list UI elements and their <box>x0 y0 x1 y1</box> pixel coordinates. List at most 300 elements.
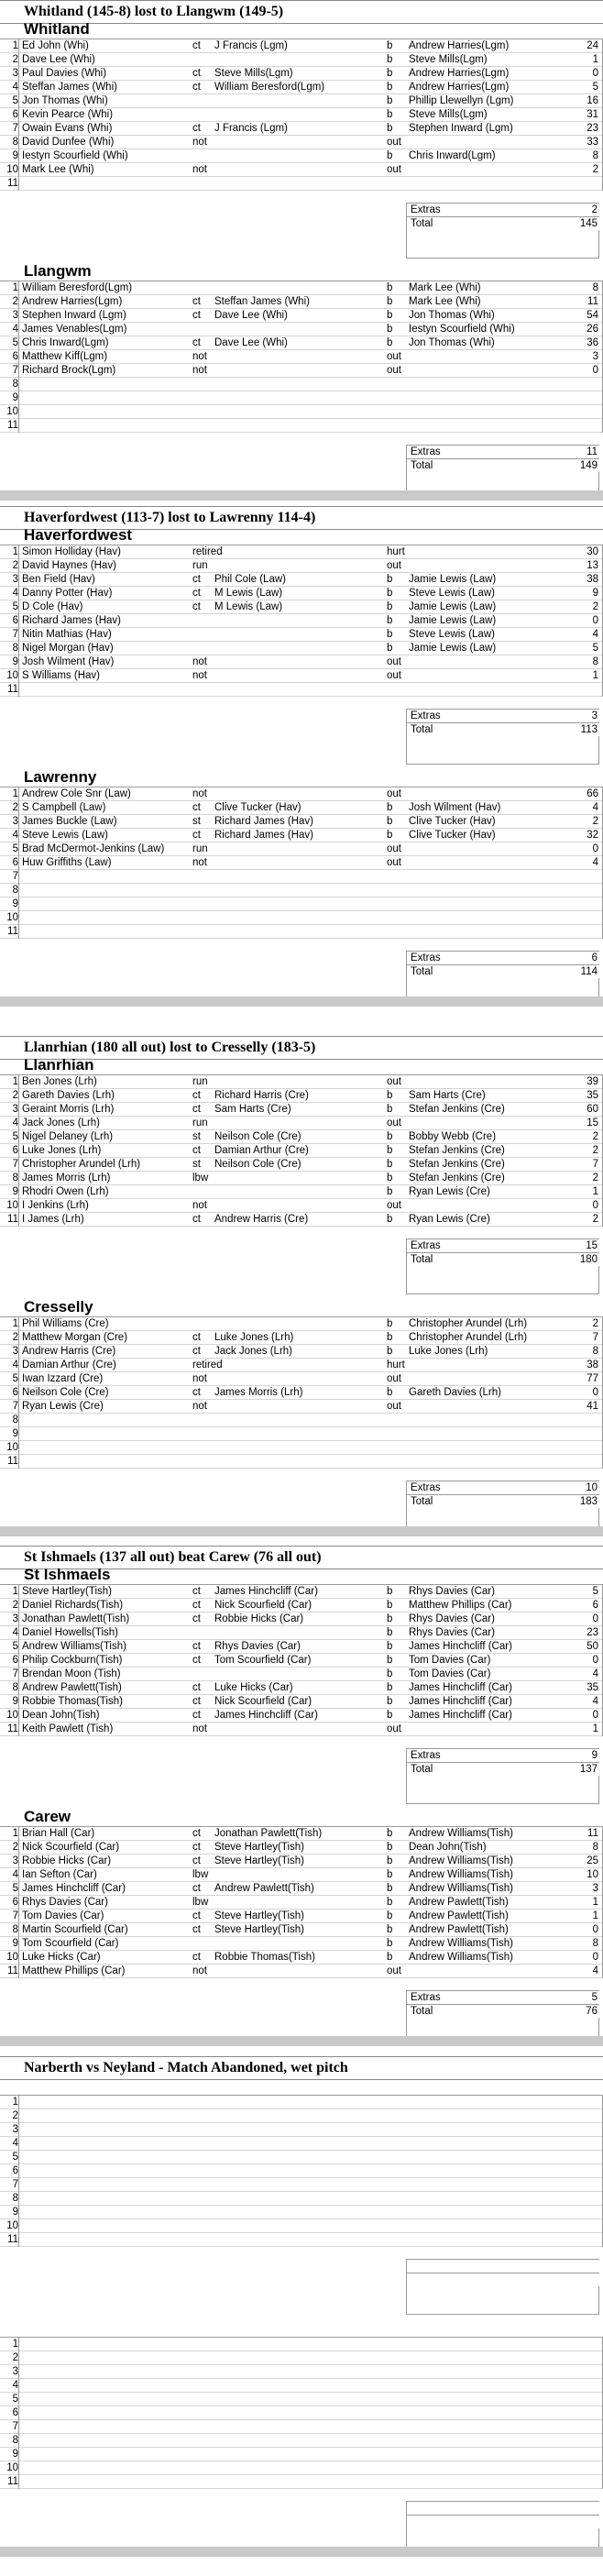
fielder-name: Richard Harris (Cre) <box>214 1090 309 1101</box>
dismissal-type: ct <box>192 337 201 348</box>
runs-scored: 0 <box>592 365 598 376</box>
fielder-name: Steve Hartley(Tish) <box>214 1910 304 1921</box>
batsman-name: Andrew Williams(Tish) <box>22 1641 126 1652</box>
table-row <box>0 2338 603 2351</box>
column-divider <box>18 1827 19 1978</box>
batting-position: 9 <box>12 1938 18 1949</box>
table-row <box>0 2351 603 2365</box>
runs-scored: 5 <box>592 82 598 93</box>
fielder-name: James Morris (Lrh) <box>214 1387 303 1398</box>
batting-position: 10 <box>6 164 18 175</box>
runs-scored: 60 <box>587 1104 598 1115</box>
runs-scored: 5 <box>592 1586 598 1597</box>
batting-position: 10 <box>6 1200 18 1211</box>
batting-position: 9 <box>12 656 18 667</box>
bowled-marker: b <box>387 1924 393 1935</box>
bowled-marker: b <box>387 615 393 626</box>
bowled-marker: b <box>387 1710 393 1721</box>
table-row <box>0 2219 603 2233</box>
table-row <box>0 1331 603 1345</box>
total-label: Total <box>411 1764 433 1775</box>
bowler-name: Ryan Lewis (Cre) <box>409 1214 490 1225</box>
extras-value: 3 <box>591 710 598 721</box>
extras-row <box>407 1990 599 2004</box>
batsman-name: Ben Field (Hav) <box>22 574 95 585</box>
table-row <box>0 1709 603 1723</box>
batsman-name: Nitin Mathias (Hav) <box>22 629 112 640</box>
batsman-name: Andrew Harris (Cre) <box>22 1346 116 1357</box>
fielder-name: Dave Lee (Whi) <box>214 337 288 348</box>
table-row <box>0 829 603 842</box>
dismissal-type: run <box>192 560 208 571</box>
table-row <box>0 122 603 136</box>
bowled-marker: b <box>387 95 393 106</box>
dismissal-type: st <box>192 1131 201 1142</box>
runs-scored: 8 <box>592 1842 598 1853</box>
batting-position: 3 <box>12 310 18 321</box>
batting-position: 2 <box>12 2110 18 2121</box>
bowler-name: Iestyn Scourfield (Whi) <box>409 324 515 335</box>
team-name: Haverfordwest <box>24 526 133 544</box>
batting-position: 8 <box>12 1924 18 1935</box>
batting-position: 3 <box>12 1104 18 1115</box>
batting-position: 8 <box>12 379 18 390</box>
dismissal-type: ct <box>192 1387 201 1398</box>
batting-position: 5 <box>12 843 18 854</box>
runs-scored: 1 <box>592 1910 598 1921</box>
batting-position: 10 <box>6 1952 18 1963</box>
dismissal-type: ct <box>192 1346 201 1357</box>
batsman-name: David Haynes (Hav) <box>22 560 116 571</box>
table-row <box>0 1827 603 1841</box>
table-row <box>0 378 603 391</box>
runs-scored: 8 <box>592 656 598 667</box>
dismissal-type: not <box>192 670 207 681</box>
table-row <box>0 1213 603 1227</box>
bowled-marker: b <box>387 1172 393 1183</box>
column-divider <box>18 1075 19 1227</box>
batsman-name: Owain Evans (Whi) <box>22 123 113 134</box>
fielder-name: William Beresford(Lgm) <box>214 82 325 93</box>
extras-row <box>407 709 599 722</box>
batting-position: 7 <box>12 123 18 134</box>
extras-label: Extras <box>411 446 441 457</box>
table-row <box>0 1841 603 1855</box>
runs-scored: 8 <box>592 1938 598 1949</box>
fielder-name: James Hinchcliff (Car) <box>214 1586 318 1597</box>
dismissal-type: ct <box>192 1586 201 1597</box>
dismissal-type: not <box>192 1965 207 1976</box>
batsman-name: Matthew Kiff(Lgm) <box>22 351 108 362</box>
runs-scored: 77 <box>587 1373 598 1384</box>
batting-position: 7 <box>12 1668 18 1679</box>
fielder-name: Steffan James (Whi) <box>214 296 310 307</box>
table-row <box>0 573 603 587</box>
runs-scored: 7 <box>592 1159 598 1170</box>
runs-scored: 2 <box>592 164 598 175</box>
dismissal-type: not <box>192 1723 207 1734</box>
bowler-name: Stephen Inward (Lgm) <box>409 123 513 134</box>
table-row <box>0 2420 603 2434</box>
batsman-name: Daniel Howells(Tish) <box>22 1627 119 1638</box>
bowled-marker: b <box>387 1332 393 1343</box>
bowler-name: Andrew Williams(Tish) <box>409 1952 513 1963</box>
bowler-name: Christopher Arundel (Lrh) <box>409 1318 528 1329</box>
runs-scored: 2 <box>592 1318 598 1329</box>
column-divider <box>18 2096 19 2247</box>
fielder-name: Neilson Cole (Cre) <box>214 1131 302 1142</box>
table-row <box>0 177 603 191</box>
batsman-name: Luke Hicks (Car) <box>22 1952 101 1963</box>
table-row <box>0 801 603 815</box>
extras-row <box>407 2259 599 2273</box>
total-value: 114 <box>580 966 598 977</box>
batting-position: 2 <box>12 2352 18 2363</box>
dismissal-type: retired <box>192 546 223 557</box>
batsman-name: Andrew Harries(Lgm) <box>22 296 123 307</box>
fielder-name: Robbie Thomas(Tish) <box>214 1952 315 1963</box>
bowled-marker: hurt <box>387 546 405 557</box>
dismissal-type: ct <box>192 1883 201 1894</box>
batting-position: 9 <box>12 392 18 403</box>
runs-scored: 4 <box>592 1668 598 1679</box>
batting-position: 6 <box>12 351 18 362</box>
batsman-name: D Cole (Hav) <box>22 601 83 612</box>
runs-scored: 8 <box>592 282 598 293</box>
total-row <box>407 2273 599 2286</box>
bowler-name: Clive Tucker (Hav) <box>409 816 496 827</box>
batting-position: 8 <box>12 2193 18 2204</box>
bowled-marker: b <box>387 1883 393 1894</box>
bowler-name: Chris Inward(Lgm) <box>409 150 496 161</box>
runs-scored: 13 <box>587 560 598 571</box>
batting-table <box>0 281 603 433</box>
total-label: Total <box>411 724 433 735</box>
runs-scored: 38 <box>587 574 598 585</box>
bowled-marker: out <box>387 1373 401 1384</box>
bowler-name: Steve Lewis (Law) <box>409 588 495 599</box>
batting-position: 4 <box>12 2138 18 2149</box>
table-row <box>0 1626 603 1640</box>
batsman-name: Mark Lee (Whi) <box>22 164 94 175</box>
bowled-marker: out <box>387 560 401 571</box>
batting-position: 10 <box>6 2462 18 2473</box>
total-value: 113 <box>580 724 598 735</box>
batting-position: 6 <box>12 2407 18 2418</box>
bowler-name: Stefan Jenkins (Cre) <box>409 1145 505 1156</box>
dismissal-type: ct <box>192 1952 201 1963</box>
batting-position: 10 <box>6 912 18 923</box>
runs-scored: 39 <box>587 1076 598 1087</box>
batting-position: 6 <box>12 1897 18 1908</box>
dismissal-type: ct <box>192 588 201 599</box>
bowled-marker: b <box>387 1159 393 1170</box>
runs-scored: 23 <box>587 123 598 134</box>
runs-scored: 0 <box>592 1924 598 1935</box>
extras-value: 6 <box>591 952 598 963</box>
table-row <box>0 1455 603 1469</box>
table-row <box>0 1640 603 1654</box>
dismissal-type: ct <box>192 82 201 93</box>
runs-scored: 2 <box>592 1145 598 1156</box>
batting-position: 6 <box>12 1655 18 1666</box>
bowled-marker: b <box>387 1910 393 1921</box>
batting-position: 2 <box>12 802 18 813</box>
batting-position: 6 <box>12 2165 18 2176</box>
table-row <box>0 815 603 829</box>
table-row <box>0 136 603 149</box>
bowled-marker: b <box>387 1655 393 1666</box>
bowler-name: Steve Lewis (Law) <box>409 629 495 640</box>
bowled-marker: out <box>387 1965 401 1976</box>
bowler-name: Stefan Jenkins (Cre) <box>409 1172 505 1183</box>
batting-position: 4 <box>12 588 18 599</box>
table-row <box>0 2151 603 2164</box>
dismissal-type: not <box>192 656 207 667</box>
bowler-name: Matthew Phillips (Car) <box>409 1600 512 1611</box>
total-value: 149 <box>579 460 598 471</box>
table-row <box>0 911 603 925</box>
table-row <box>0 545 603 559</box>
fielder-name: Andrew Harris (Cre) <box>214 1214 309 1225</box>
extras-row <box>407 1481 599 1494</box>
batting-table <box>0 787 603 939</box>
match-separator-band <box>0 996 603 1007</box>
batting-position: 4 <box>12 830 18 841</box>
total-value: 145 <box>579 218 598 229</box>
bowled-marker: b <box>387 54 393 65</box>
table-row <box>0 669 603 683</box>
bowled-marker: b <box>387 588 393 599</box>
runs-scored: 11 <box>587 1828 598 1839</box>
match-result-text: St Ishmaels (137 all out) beat Carew (76 all out) <box>24 1549 322 1565</box>
bowled-marker: b <box>387 1131 393 1142</box>
batting-position: 10 <box>6 406 18 417</box>
runs-scored: 2 <box>592 1214 598 1225</box>
batting-position: 9 <box>12 1696 18 1707</box>
total-label: Total <box>411 218 433 229</box>
batting-position: 11 <box>7 178 18 189</box>
batsman-name: Ben Jones (Lrh) <box>22 1076 97 1087</box>
bowled-marker: b <box>387 1346 393 1357</box>
runs-scored: 2 <box>592 1131 598 1142</box>
table-row <box>0 336 603 350</box>
table-row <box>0 405 603 419</box>
batting-position: 9 <box>12 2449 18 2460</box>
runs-scored: 15 <box>587 1117 598 1128</box>
dismissal-type: run <box>192 843 208 854</box>
extras-row <box>407 951 599 964</box>
batsman-name: Tom Davies (Car) <box>22 1910 104 1921</box>
batsman-name: James Hinchcliff (Car) <box>22 1883 126 1894</box>
batting-table <box>0 545 603 697</box>
batting-position: 7 <box>12 1159 18 1170</box>
batting-position: 1 <box>12 1318 18 1329</box>
match-separator-band <box>0 1526 603 1536</box>
team-name: Lawrenny <box>24 768 97 786</box>
bowled-marker: b <box>387 310 393 321</box>
total-row <box>407 1762 599 1776</box>
batting-position: 2 <box>12 1332 18 1343</box>
batsman-name: Dean John(Tish) <box>22 1710 100 1721</box>
dismissal-type: st <box>192 816 201 827</box>
batsman-name: S Williams (Hav) <box>22 670 100 681</box>
total-row <box>407 1252 599 1266</box>
batsman-name: James Buckle (Law) <box>22 816 117 827</box>
batsman-name: Stephen Inward (Lgm) <box>22 310 126 321</box>
runs-scored: 16 <box>587 95 598 106</box>
bowler-name: Rhys Davies (Car) <box>409 1613 495 1624</box>
extras-value: 15 <box>586 1240 598 1251</box>
runs-scored: 10 <box>587 1869 598 1880</box>
table-row <box>0 1199 603 1213</box>
bowled-marker: b <box>387 1613 393 1624</box>
total-row <box>407 216 599 230</box>
bowler-name: Gareth Davies (Lrh) <box>409 1387 501 1398</box>
batting-position: 1 <box>12 546 18 557</box>
table-row <box>0 2206 603 2219</box>
match-result-text: Haverfordwest (113-7) lost to Lawrenny 114-4) <box>24 510 316 525</box>
bowled-marker: b <box>387 1600 393 1611</box>
batsman-name: Brendan Moon (Tish) <box>22 1668 121 1679</box>
table-row <box>0 350 603 364</box>
total-value: 180 <box>579 1254 598 1265</box>
bowled-marker: b <box>387 1318 393 1329</box>
batting-position: 5 <box>12 1131 18 1142</box>
team-name: Whitland <box>24 20 90 38</box>
bowler-name: Jamie Lewis (Law) <box>409 643 497 654</box>
batsman-name: Rhys Davies (Car) <box>22 1897 108 1908</box>
bowler-name: Rhys Davies (Car) <box>409 1627 495 1638</box>
bowler-name: Rhys Davies (Car) <box>409 1586 495 1597</box>
fielder-name: Richard James (Hav) <box>214 830 313 841</box>
table-row <box>0 2393 603 2406</box>
batting-position: 10 <box>6 2220 18 2231</box>
fielder-name: Steve Hartley(Tish) <box>214 1924 304 1935</box>
batting-table <box>0 1074 603 1227</box>
bowled-marker: b <box>387 816 393 827</box>
dismissal-type: ct <box>192 1214 201 1225</box>
runs-scored: 4 <box>592 629 598 640</box>
batting-position: 6 <box>12 615 18 626</box>
fielder-name: Phil Cole (Law) <box>214 574 286 585</box>
batting-position: 8 <box>12 1172 18 1183</box>
total-row <box>407 2515 599 2528</box>
batting-position: 4 <box>12 82 18 93</box>
table-row <box>0 897 603 911</box>
batting-position: 7 <box>12 1910 18 1921</box>
batsman-name: Geraint Morris (Lrh) <box>22 1104 115 1115</box>
bowled-marker: b <box>387 1952 393 1963</box>
bowled-marker: out <box>387 137 401 148</box>
batting-position: 1 <box>12 40 18 51</box>
fielder-name: Sam Harts (Cre) <box>214 1104 291 1115</box>
batting-position: 8 <box>12 1415 18 1426</box>
bowled-marker: b <box>387 1668 393 1679</box>
batsman-name: Huw Griffiths (Law) <box>22 857 112 868</box>
dismissal-type: ct <box>192 1924 201 1935</box>
batting-position: 4 <box>12 324 18 335</box>
batsman-name: Steve Lewis (Law) <box>22 830 108 841</box>
bowled-marker: out <box>387 1117 401 1128</box>
bowled-marker: b <box>387 296 393 307</box>
dismissal-type: not <box>192 1401 207 1412</box>
bowler-name: Andrew Harries(Lgm) <box>409 82 510 93</box>
table-row <box>0 1414 603 1427</box>
bowler-name: Tom Davies (Car) <box>409 1668 491 1679</box>
table-row <box>0 1172 603 1185</box>
batting-position: 4 <box>12 1117 18 1128</box>
runs-scored: 38 <box>587 1360 598 1371</box>
runs-scored: 1 <box>592 54 598 65</box>
fielder-name: Steve Hartley(Tish) <box>214 1855 304 1866</box>
runs-scored: 1 <box>592 1897 598 1908</box>
runs-scored: 26 <box>587 324 598 335</box>
bowled-marker: b <box>387 150 393 161</box>
batting-position: 7 <box>12 1401 18 1412</box>
dismissal-type: not <box>192 788 207 799</box>
total-value: 76 <box>586 2006 598 2017</box>
dismissal-type: ct <box>192 1090 201 1101</box>
batting-position: 4 <box>12 1869 18 1880</box>
batting-position: 3 <box>12 1613 18 1624</box>
table-row <box>0 1668 603 1681</box>
table-row <box>0 1654 603 1668</box>
batting-position: 3 <box>12 1346 18 1357</box>
table-row <box>0 2475 603 2489</box>
runs-scored: 0 <box>592 1387 598 1398</box>
fielder-name: J Francis (Lgm) <box>214 123 288 134</box>
bowled-marker: b <box>387 68 393 79</box>
batting-position: 8 <box>12 885 18 896</box>
fielder-name: Robbie Hicks (Car) <box>214 1613 304 1624</box>
batsman-name: Daniel Richards(Tish) <box>22 1600 124 1611</box>
batting-position: 10 <box>6 670 18 681</box>
table-row <box>0 1923 603 1937</box>
bowled-marker: b <box>387 1938 393 1949</box>
dismissal-type: ct <box>192 1600 201 1611</box>
runs-scored: 4 <box>592 802 598 813</box>
table-row <box>0 628 603 642</box>
bowled-marker: b <box>387 1641 393 1652</box>
table-row <box>0 842 603 856</box>
batting-table <box>0 39 603 191</box>
fielder-name: Neilson Cole (Cre) <box>214 1159 302 1170</box>
table-row <box>0 2192 603 2206</box>
batsman-name: Jack Jones (Lrh) <box>22 1117 101 1128</box>
bowled-marker: b <box>387 1090 393 1101</box>
totals-divider <box>598 230 599 258</box>
dismissal-type: ct <box>192 68 201 79</box>
batting-position: 9 <box>12 1186 18 1197</box>
fielder-name: Nick Scourfield (Car) <box>214 1696 312 1707</box>
bowler-name: Luke Jones (Lrh) <box>409 1346 488 1357</box>
extras-value: 9 <box>591 1750 598 1761</box>
bowler-name: Steve Mills(Lgm) <box>409 109 488 120</box>
runs-scored: 11 <box>587 296 598 307</box>
bowler-name: Sam Harts (Cre) <box>409 1090 486 1101</box>
batsman-name: Richard James (Hav) <box>22 615 121 626</box>
team-name: Llanrhian <box>24 1056 94 1073</box>
fielder-name: Dave Lee (Whi) <box>214 310 288 321</box>
bowler-name: Christopher Arundel (Lrh) <box>409 1332 528 1343</box>
runs-scored: 1 <box>592 1186 598 1197</box>
match-separator-band <box>0 490 603 501</box>
runs-scored: 2 <box>592 1172 598 1183</box>
table-row <box>0 1613 603 1626</box>
batting-position: 2 <box>12 1600 18 1611</box>
table-row <box>0 2123 603 2137</box>
